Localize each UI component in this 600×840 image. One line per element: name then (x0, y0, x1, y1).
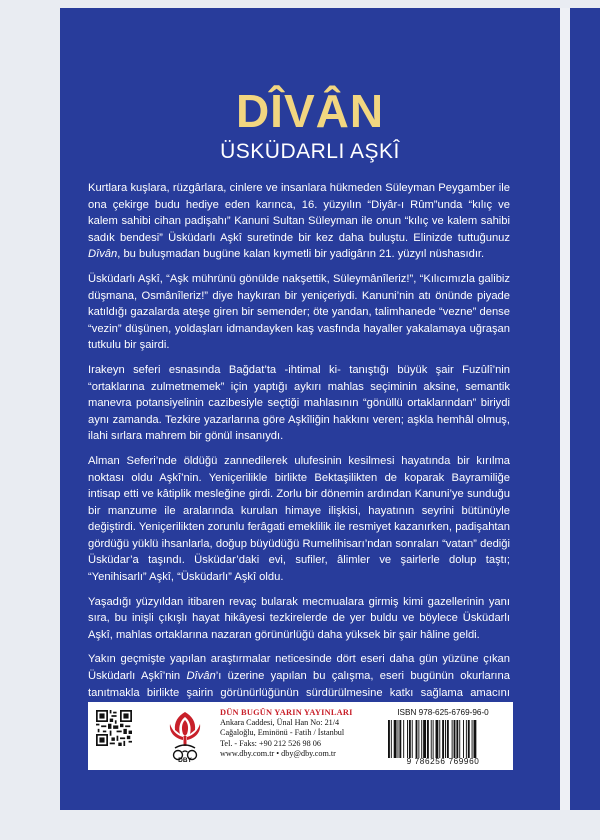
publisher-address-line-1: Ankara Caddesi, Ünal Han No: 21/4 (220, 718, 340, 728)
paragraph-4: Alman Seferi’nde öldüğü zannedilerek ulufesinin kesilmesi hayatında bir kırılma noktası oldu Aşkî’nin. Yeniçerilikle birlikte Bektaşilikten de koparak Bayramiliğe intisap etti ve kâtiplik mesleğine girdi. Zorlu bir dönemin ardından Kanuni’ye sunduğu bir manzume ile aralarında kurulan himaye ilişkisi, hayatının seyrini bütünüyle değiştirdi. Yeniçerilikten zorunlu ferâgati emeklilik ile resmiyet kazanırken, padişahtan gördüğü yüklü ihsanlarla, doğup büyüdüğü Rumelihisarı’ndan sonraları “vatan” dediği Üsküdar’a taşındı. Üsküdar’daki evi, sufiler, âlimler ve şairlerle dolup taştı; “Yenihisarlı” Aşkî, “Üsküdarlı” Aşkî oldu. (88, 454, 510, 584)
blurb (88, 180, 510, 726)
publisher-footer (88, 702, 513, 770)
logo-text: DBY (178, 757, 192, 764)
paragraph-1-italic: Dîvân (88, 248, 118, 261)
paragraph-1-text-a: Kurtlara kuşlara, rüzgârlara, cinlere ve insanlara hükmeden Süleyman Peygamber ile ona çekirge budu hediye eden karınca, 16. yüzyılın “Diyâr-ı Rûm”unda “kılıç ve kalem sahibi cihan padişahı” Kanuni Sultan Süleyman ile onun “kılıç ve kalem sahibi sadık bendesi” Üsküdarlı Aşkî suretinde bir kez daha buluştu. Elinizde tuttuğunuz (88, 182, 510, 244)
publisher-address-line-2: Cağaloğlu, Eminönü - Fatih / İstanbul (220, 728, 345, 738)
adjacent-cover-strip (570, 8, 600, 810)
isbn-label: ISBN 978-625-6769-96-0 (397, 708, 489, 717)
paragraph-6-italic: Dîvân (186, 670, 216, 683)
qr-code (96, 710, 132, 746)
paragraph-1-text-b: , bu buluşmadan bugüne kalan kıymetli bir yadigârın 21. yüzyıl nüshasıdır. (117, 248, 485, 261)
paragraph-3: Irakeyn seferi esnasında Bağdat’ta -ihtimal ki- tanıştığı büyük şair Fuzûlî’nin “ortaklarına zulmetmemek” için yaptığı aykırı mahlas seçiminin aksine, semantik manevra potansiyelinin cazibesiyle seçtiği mahlasının “gönüllü ortaklarından” biriydi aynı zamanda. Tezkire yazarlarına göre Aşkîliğin hakkını veren; aşkla hemhâl olmuş, ilahi sırlara mahrem bir gönül insanıydı. (88, 363, 510, 443)
publisher-name: DÜN BUGÜN YARIN YAYINLARI (220, 708, 353, 717)
paragraph-5: Yaşadığı yüzyıldan itibaren revaç bularak mecmualara girmiş kimi gazellerinin yanı sıra, bu inişli çıkışlı hayat hikâyesi tezkirelerde de yer buldu ve böylece Üsküdarlı Aşkî, mahlas ortaklarına nazaran görünürlüğü daha yüksek bir şair hâline geldi. (88, 595, 510, 641)
book-title: DÎVÂN (235, 85, 385, 137)
paragraph-6-text-a: Yakın geçmişte yapılan araştırmalar neticesinde dört eseri daha gün yüzüne çıkan Üsküdarlı Aşkî’nin (88, 653, 510, 683)
barcode-digits: 9 786256 769960 (406, 757, 480, 766)
tree-of-life-logo (164, 708, 206, 764)
publisher-phone: Tel. - Faks: +90 212 526 98 06 (220, 738, 321, 748)
publisher-web: www.dby.com.tr • dby@dby.com.tr (220, 748, 336, 758)
paragraph-1 (88, 180, 510, 263)
cover-edge-gap (560, 8, 570, 810)
paragraph-6-text-b: ’ı üzerine yapılan bu çalışma, eseri bugünün okurlarına tanıtmakla birlikte şairin görünürlüğünün sürdürülmesine katkı sağlama amacını (88, 670, 510, 699)
publisher-info (220, 708, 368, 759)
paragraph-2: Üsküdarlı Aşkî, “Aşk mührünü gönülde nakşettik, Süleymânîleriz!”, “Kılıcımızla galibiz düşmana, Osmânîleriz!” diye haykıran bir yeniçeriydi. Kanuni’nin atı önünde piyade katıldığı gazalarda ateşe giren bir semender; öte yandan, talimhanede “vezne” dense “vezin” düşünen, yoldaşları idmandayken kaş vasfında hayaller yakalamaya uğraşan tutkulu bir şairdi. (88, 272, 510, 352)
isbn-barcode (380, 720, 506, 758)
book-author: ÜSKÜDARLI AŞKÎ (220, 140, 400, 163)
